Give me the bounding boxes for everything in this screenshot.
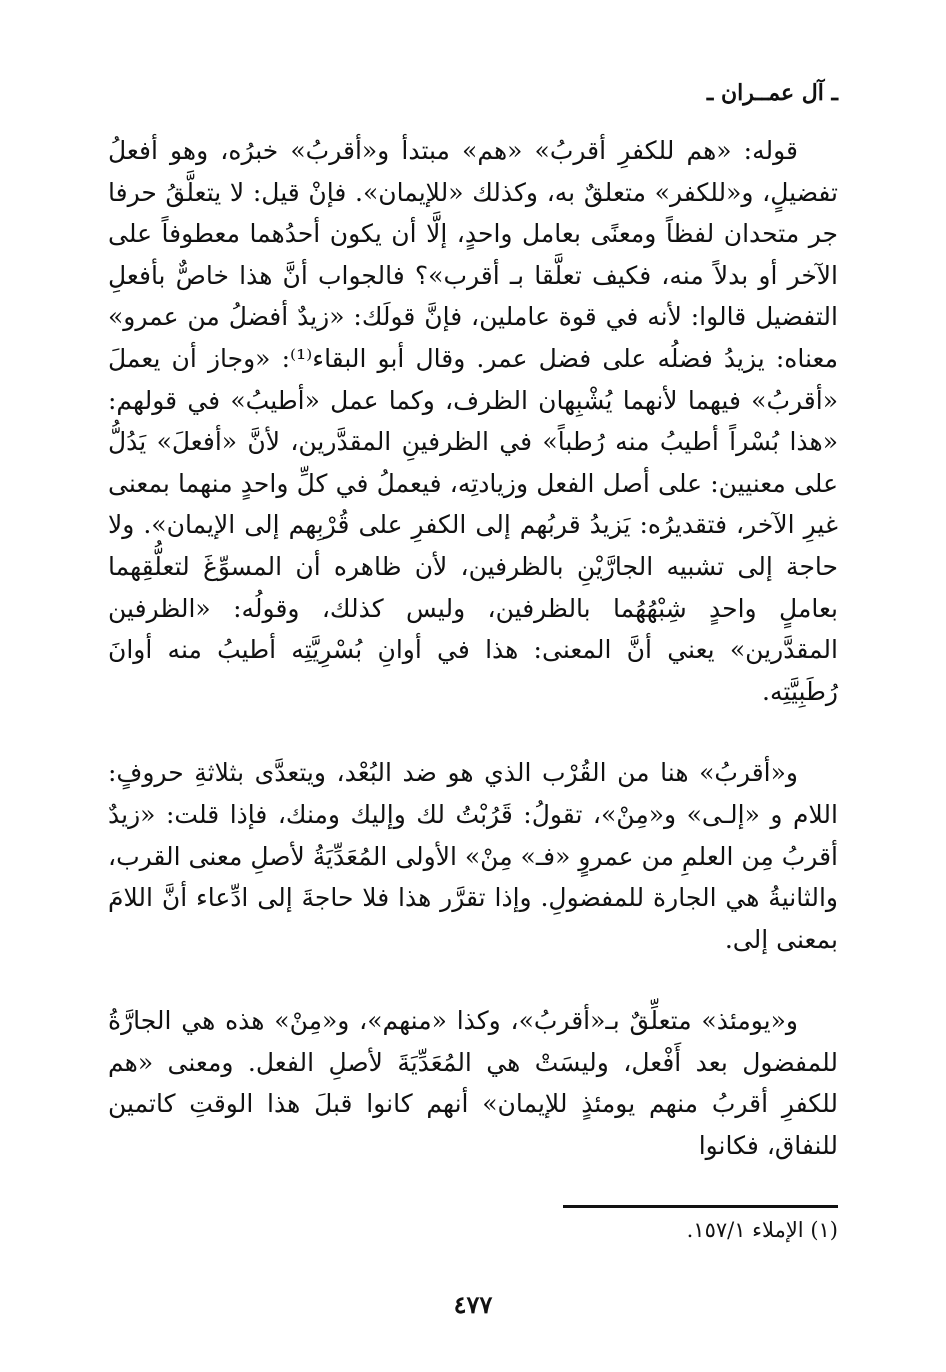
page-number: ٤٧٧	[453, 1290, 493, 1319]
running-header: ـ آل عمــران ـ	[706, 80, 838, 106]
paragraph-1: قوله: «هم للكفرِ أقربُ» «هم» مبتدأ و«أقربُ» خبرُه، وهو أفعلُ تفضيلٍ، و«للكفر» متعلقٌ به، وكذلك «للإيمان». فإنْ قيل: لا يتعلَّقُ حرفا جر متحدان لفظاً ومعنًى بعامل واحدٍ، إلَّا أن يكون أحدُهما معطوفاً على الآخر أو بدلاً منه، فكيف تعلَّقا بـ أقرب»؟ فالجواب أنَّ هذا خاصٌّ بأفعلِ التفضيل قالوا: لأنه في قوة عاملين، فإنَّ قولَك: «زيدٌ أفضلُ من عمرو» معناه: يزيدُ فضلُه على فضل عمر. وقال أبو البقاء⁽¹⁾: «وجاز أن يعملَ «أقربُ» فيهما لأنهما يُشْبِهان الظرف، وكما عمل «أطيبُ» في قولهم: «هذا بُسْراً أطيبُ منه رُطباً» في الظرفينِ المقدَّرين، لأنَّ «أفعلَ» يَدُلُّ على معنيين: على أصل الفعل وزيادتِه، فيعملُ في كلِّ واحدٍ منهما بمعنى غيرِ الآخر، فتقديرُه: يَزيدُ قربُهم إلى الكفرِ على قُرْبِهم إلى الإيمان». ولا حاجة إلى تشبيه الجارَّيْنِ بالظرفين، لأن ظاهره أن المسوِّغَ لتعلُّقِهما بعاملٍ واحدٍ شِبْهُهُما بالظرفين، وليس كذلك، وقولُه: «الظرفين المقدَّرين» يعني أنَّ المعنى: هذا في أوانِ بُسْرِيَّتِه أطيبُ منه أوانَ رُطَبِيَّتِه.	[108, 136, 838, 706]
paragraph-2: و«أقربُ» هنا من القُرْب الذي هو ضد البُعْد، ويتعدَّى بثلاثةِ حروفٍ: اللام و «إلـى» و«مِنْ»، تقولُ: قَرُبْتُ لك وإليك ومنك، فإذا قلت: «زيدٌ أقربُ مِن العلمِ من عمروٍ «فـ» مِنْ» الأولى المُعَدِّيَةُ لأصلِ معنى القرب، والثانيةُ هي الجارة للمفضولِ. وإذا تقرَّر هذا فلا حاجةَ إلى ادِّعاء أنَّ اللامَ بمعنى إلى.	[108, 758, 838, 954]
footnote: (١) الإملاء ١٥٧/١.	[686, 1218, 838, 1242]
main-text	[108, 130, 838, 1167]
footnote-separator	[563, 1205, 838, 1208]
paragraph-3: و«يومئذ» متعلِّقٌ بـ«أقربُ»، وكذا «منهم»، و«مِنْ» هذه هي الجارَّةُ للمفضول بعد أَفْعل، وليسَتْ هي المُعَدِّيَةَ لأصلِ الفعل. ومعنى «هم للكفرِ أقربُ منهم يومئذٍ للإيمان» أنهم كانوا قبلَ هذا الوقتِ كاتمين للنفاق، فكانوا	[108, 1006, 838, 1161]
